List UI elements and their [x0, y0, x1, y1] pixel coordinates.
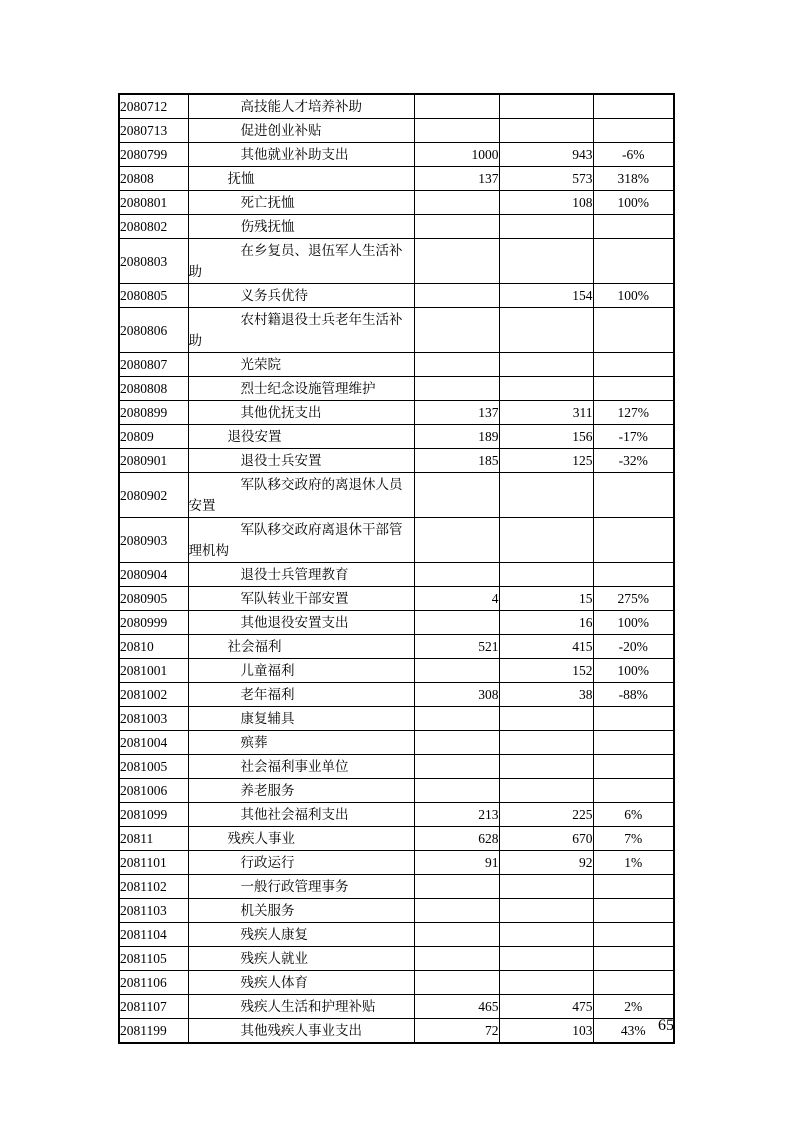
- pct-cell: [593, 119, 674, 143]
- name-cell: 残疾人体育: [188, 971, 414, 995]
- code-cell: 2081199: [119, 1019, 188, 1044]
- value1-cell: [414, 377, 499, 401]
- value1-cell: 213: [414, 803, 499, 827]
- value1-cell: 72: [414, 1019, 499, 1044]
- value1-cell: [414, 284, 499, 308]
- code-cell: 2080799: [119, 143, 188, 167]
- name-cell: 在乡复员、退伍军人生活补助: [188, 239, 414, 284]
- table-row: [119, 239, 674, 284]
- table-row: [119, 425, 674, 449]
- value2-cell: [499, 119, 593, 143]
- table-row: [119, 827, 674, 851]
- page-number: 65: [658, 1017, 674, 1034]
- budget-table: [118, 93, 675, 1044]
- value1-cell: [414, 707, 499, 731]
- value1-cell: [414, 215, 499, 239]
- code-cell: 2081005: [119, 755, 188, 779]
- value1-cell: 137: [414, 401, 499, 425]
- pct-cell: [593, 923, 674, 947]
- value1-cell: [414, 755, 499, 779]
- table-row: [119, 518, 674, 563]
- value1-cell: [414, 899, 499, 923]
- value1-cell: [414, 308, 499, 353]
- name-cell: 养老服务: [188, 779, 414, 803]
- pct-cell: 6%: [593, 803, 674, 827]
- code-cell: 2080899: [119, 401, 188, 425]
- value2-cell: 415: [499, 635, 593, 659]
- value2-cell: [499, 353, 593, 377]
- code-cell: 2080902: [119, 473, 188, 518]
- code-cell: 2081004: [119, 731, 188, 755]
- name-cell: 伤残抚恤: [188, 215, 414, 239]
- table-row: [119, 779, 674, 803]
- code-cell: 2080806: [119, 308, 188, 353]
- table-row: [119, 119, 674, 143]
- value2-cell: 103: [499, 1019, 593, 1044]
- table-row: [119, 683, 674, 707]
- value1-cell: 185: [414, 449, 499, 473]
- pct-cell: -20%: [593, 635, 674, 659]
- value2-cell: 943: [499, 143, 593, 167]
- name-cell: 义务兵优待: [188, 284, 414, 308]
- name-cell: 高技能人才培养补助: [188, 94, 414, 119]
- budget-table-body: [119, 94, 674, 1043]
- value2-cell: [499, 239, 593, 284]
- pct-cell: [593, 308, 674, 353]
- value2-cell: 475: [499, 995, 593, 1019]
- table-row: [119, 587, 674, 611]
- pct-cell: -32%: [593, 449, 674, 473]
- table-row: [119, 659, 674, 683]
- value1-cell: 189: [414, 425, 499, 449]
- value2-cell: 108: [499, 191, 593, 215]
- name-cell: 老年福利: [188, 683, 414, 707]
- name-cell: 社会福利: [188, 635, 414, 659]
- value1-cell: [414, 731, 499, 755]
- code-cell: 2081103: [119, 899, 188, 923]
- value1-cell: [414, 239, 499, 284]
- code-cell: 2080712: [119, 94, 188, 119]
- name-cell: 残疾人生活和护理补贴: [188, 995, 414, 1019]
- code-cell: 2081105: [119, 947, 188, 971]
- value2-cell: 152: [499, 659, 593, 683]
- name-cell: 其他优抚支出: [188, 401, 414, 425]
- pct-cell: 100%: [593, 659, 674, 683]
- value1-cell: [414, 659, 499, 683]
- value2-cell: [499, 94, 593, 119]
- value2-cell: 156: [499, 425, 593, 449]
- value1-cell: [414, 353, 499, 377]
- value1-cell: 308: [414, 683, 499, 707]
- pct-cell: 127%: [593, 401, 674, 425]
- value2-cell: [499, 518, 593, 563]
- name-cell: 行政运行: [188, 851, 414, 875]
- name-cell: 抚恤: [188, 167, 414, 191]
- value1-cell: 628: [414, 827, 499, 851]
- value2-cell: 15: [499, 587, 593, 611]
- value1-cell: 4: [414, 587, 499, 611]
- table-row: [119, 995, 674, 1019]
- table-row: [119, 899, 674, 923]
- value1-cell: 137: [414, 167, 499, 191]
- pct-cell: [593, 563, 674, 587]
- pct-cell: [593, 947, 674, 971]
- table-row: [119, 635, 674, 659]
- pct-cell: 43%: [593, 1019, 674, 1044]
- table-row: [119, 947, 674, 971]
- table-row: [119, 143, 674, 167]
- code-cell: 2080802: [119, 215, 188, 239]
- table-row: [119, 401, 674, 425]
- pct-cell: [593, 779, 674, 803]
- pct-cell: 100%: [593, 284, 674, 308]
- value1-cell: [414, 923, 499, 947]
- name-cell: 一般行政管理事务: [188, 875, 414, 899]
- value2-cell: 125: [499, 449, 593, 473]
- name-cell: 残疾人事业: [188, 827, 414, 851]
- table-row: [119, 191, 674, 215]
- code-cell: 2080808: [119, 377, 188, 401]
- value2-cell: [499, 377, 593, 401]
- code-cell: 2081001: [119, 659, 188, 683]
- code-cell: 2081002: [119, 683, 188, 707]
- pct-cell: [593, 215, 674, 239]
- pct-cell: [593, 707, 674, 731]
- pct-cell: [593, 353, 674, 377]
- table-row: [119, 755, 674, 779]
- value2-cell: [499, 875, 593, 899]
- value2-cell: 16: [499, 611, 593, 635]
- code-cell: 20809: [119, 425, 188, 449]
- value2-cell: [499, 899, 593, 923]
- value1-cell: [414, 947, 499, 971]
- pct-cell: [593, 875, 674, 899]
- pct-cell: -17%: [593, 425, 674, 449]
- name-cell: 康复辅具: [188, 707, 414, 731]
- code-cell: 2080807: [119, 353, 188, 377]
- name-cell: 其他社会福利支出: [188, 803, 414, 827]
- name-cell: 光荣院: [188, 353, 414, 377]
- pct-cell: [593, 94, 674, 119]
- value2-cell: 38: [499, 683, 593, 707]
- name-cell: 其他就业补助支出: [188, 143, 414, 167]
- code-cell: 2081006: [119, 779, 188, 803]
- table-row: [119, 971, 674, 995]
- value1-cell: [414, 191, 499, 215]
- value2-cell: [499, 779, 593, 803]
- pct-cell: 100%: [593, 611, 674, 635]
- name-cell: 退役士兵安置: [188, 449, 414, 473]
- name-cell: 军队移交政府离退休干部管理机构: [188, 518, 414, 563]
- pct-cell: 318%: [593, 167, 674, 191]
- value1-cell: 91: [414, 851, 499, 875]
- value1-cell: 521: [414, 635, 499, 659]
- value1-cell: 1000: [414, 143, 499, 167]
- pct-cell: 100%: [593, 191, 674, 215]
- value2-cell: 670: [499, 827, 593, 851]
- value1-cell: [414, 518, 499, 563]
- pct-cell: 1%: [593, 851, 674, 875]
- value1-cell: [414, 94, 499, 119]
- table-row: [119, 353, 674, 377]
- value2-cell: [499, 923, 593, 947]
- value1-cell: [414, 473, 499, 518]
- table-row: [119, 1019, 674, 1044]
- name-cell: 农村籍退役士兵老年生活补助: [188, 308, 414, 353]
- pct-cell: -6%: [593, 143, 674, 167]
- table-row: [119, 308, 674, 353]
- code-cell: 2081104: [119, 923, 188, 947]
- code-cell: 2081102: [119, 875, 188, 899]
- code-cell: 20811: [119, 827, 188, 851]
- pct-cell: -88%: [593, 683, 674, 707]
- name-cell: 死亡抚恤: [188, 191, 414, 215]
- pct-cell: [593, 731, 674, 755]
- code-cell: 2080903: [119, 518, 188, 563]
- name-cell: 促进创业补贴: [188, 119, 414, 143]
- value2-cell: [499, 215, 593, 239]
- name-cell: 残疾人就业: [188, 947, 414, 971]
- name-cell: 烈士纪念设施管理维护: [188, 377, 414, 401]
- name-cell: 军队转业干部安置: [188, 587, 414, 611]
- pct-cell: [593, 239, 674, 284]
- name-cell: 退役士兵管理教育: [188, 563, 414, 587]
- pct-cell: [593, 971, 674, 995]
- code-cell: 2081003: [119, 707, 188, 731]
- value2-cell: 311: [499, 401, 593, 425]
- pct-cell: 7%: [593, 827, 674, 851]
- name-cell: 殡葬: [188, 731, 414, 755]
- code-cell: 2081106: [119, 971, 188, 995]
- table-row: [119, 449, 674, 473]
- table-row: [119, 851, 674, 875]
- code-cell: 2080713: [119, 119, 188, 143]
- value2-cell: [499, 971, 593, 995]
- table-row: [119, 731, 674, 755]
- table-row: [119, 94, 674, 119]
- value2-cell: [499, 707, 593, 731]
- code-cell: 2080905: [119, 587, 188, 611]
- value2-cell: 92: [499, 851, 593, 875]
- code-cell: 2081101: [119, 851, 188, 875]
- table-row: [119, 215, 674, 239]
- code-cell: 2080904: [119, 563, 188, 587]
- table-row: [119, 284, 674, 308]
- name-cell: 儿童福利: [188, 659, 414, 683]
- code-cell: 2081099: [119, 803, 188, 827]
- value2-cell: 225: [499, 803, 593, 827]
- pct-cell: [593, 377, 674, 401]
- table-row: [119, 377, 674, 401]
- value2-cell: [499, 731, 593, 755]
- pct-cell: [593, 755, 674, 779]
- pct-cell: 275%: [593, 587, 674, 611]
- name-cell: 其他残疾人事业支出: [188, 1019, 414, 1044]
- table-row: [119, 611, 674, 635]
- value2-cell: [499, 308, 593, 353]
- table-row: [119, 563, 674, 587]
- code-cell: 2080803: [119, 239, 188, 284]
- code-cell: 2080805: [119, 284, 188, 308]
- value1-cell: 465: [414, 995, 499, 1019]
- table-row: [119, 923, 674, 947]
- name-cell: 机关服务: [188, 899, 414, 923]
- value2-cell: [499, 473, 593, 518]
- value2-cell: [499, 947, 593, 971]
- name-cell: 其他退役安置支出: [188, 611, 414, 635]
- code-cell: 2081107: [119, 995, 188, 1019]
- pct-cell: 2%: [593, 995, 674, 1019]
- value2-cell: [499, 755, 593, 779]
- value1-cell: [414, 875, 499, 899]
- value2-cell: [499, 563, 593, 587]
- name-cell: 残疾人康复: [188, 923, 414, 947]
- pct-cell: [593, 518, 674, 563]
- value2-cell: 154: [499, 284, 593, 308]
- name-cell: 退役安置: [188, 425, 414, 449]
- table-row: [119, 707, 674, 731]
- table-row: [119, 875, 674, 899]
- code-cell: 20808: [119, 167, 188, 191]
- value2-cell: 573: [499, 167, 593, 191]
- value1-cell: [414, 611, 499, 635]
- code-cell: 20810: [119, 635, 188, 659]
- code-cell: 2080999: [119, 611, 188, 635]
- name-cell: 军队移交政府的离退休人员安置: [188, 473, 414, 518]
- value1-cell: [414, 119, 499, 143]
- value1-cell: [414, 971, 499, 995]
- table-row: [119, 803, 674, 827]
- code-cell: 2080901: [119, 449, 188, 473]
- name-cell: 社会福利事业单位: [188, 755, 414, 779]
- value1-cell: [414, 563, 499, 587]
- table-row: [119, 473, 674, 518]
- table-row: [119, 167, 674, 191]
- pct-cell: [593, 473, 674, 518]
- pct-cell: [593, 899, 674, 923]
- code-cell: 2080801: [119, 191, 188, 215]
- value1-cell: [414, 779, 499, 803]
